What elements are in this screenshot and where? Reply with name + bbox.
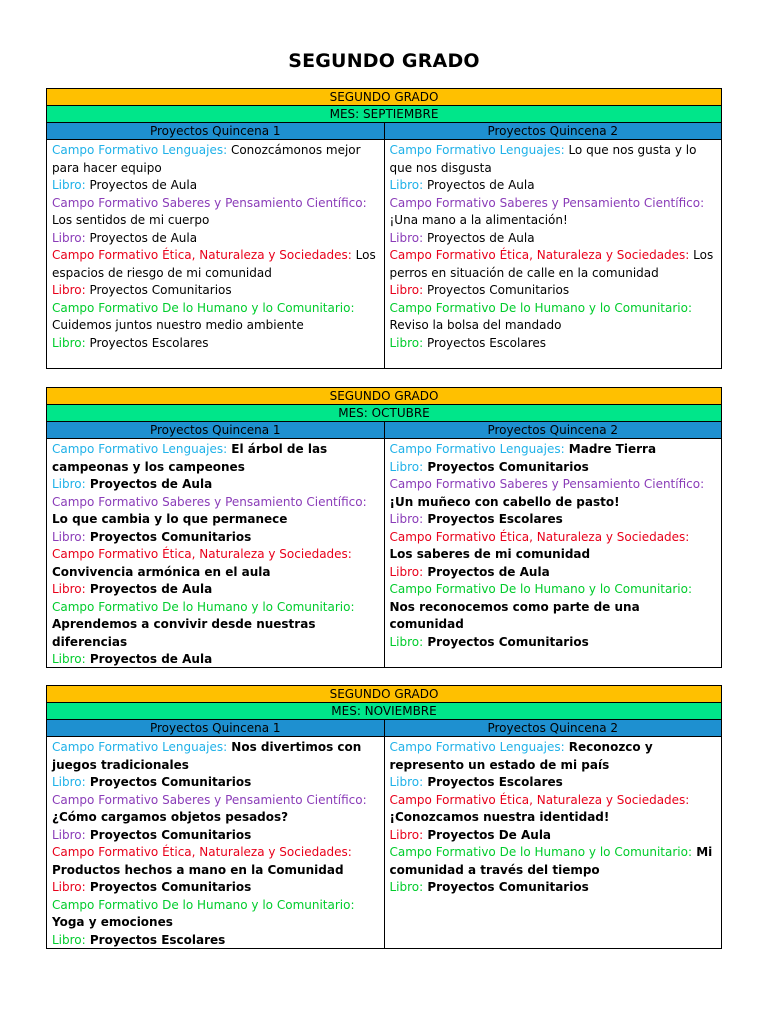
project-entry bbox=[52, 335, 379, 353]
project-entry bbox=[390, 300, 717, 335]
entry-value: Proyectos Comunitarios bbox=[423, 634, 589, 649]
entry-label: Libro: bbox=[52, 880, 86, 894]
entry-label: Libro: bbox=[389, 230, 424, 245]
entry-value: Proyectos Escolares bbox=[423, 512, 563, 526]
entry-label: Campo Formativo Ética, Naturaleza y Sociedades: bbox=[52, 248, 352, 262]
column-header: Proyectos Quincena 2 bbox=[487, 721, 619, 735]
project-entry bbox=[52, 932, 379, 950]
entry-value: Proyectos de Aula bbox=[423, 178, 535, 192]
entry-value: Convivencia armónica en el aula bbox=[52, 564, 271, 579]
entry-label: Libro: bbox=[52, 230, 86, 245]
project-entry bbox=[390, 792, 717, 827]
entry-label: Campo Formativo Ética, Naturaleza y Sociedades: bbox=[389, 792, 690, 807]
entry-label: Libro: bbox=[52, 477, 86, 491]
entry-value: Proyectos Comunitarios bbox=[423, 283, 570, 297]
entry-value: ¿Cómo cargamos objetos pesados? bbox=[52, 810, 289, 824]
project-entry bbox=[52, 529, 379, 547]
entry-label: Campo Formativo Lenguajes: bbox=[52, 143, 228, 157]
project-entry bbox=[390, 335, 717, 353]
project-entry bbox=[52, 599, 379, 652]
entry-value: Proyectos de Aula bbox=[85, 477, 213, 491]
entry-value: Proyectos de Aula bbox=[85, 652, 213, 666]
project-column bbox=[47, 737, 385, 948]
entry-label: Libro: bbox=[389, 634, 424, 649]
project-entry bbox=[52, 142, 379, 177]
table-month-header: MES: NOVIEMBRE bbox=[47, 703, 721, 720]
project-entry bbox=[390, 827, 717, 845]
project-entry bbox=[390, 879, 717, 897]
table-month-header: MES: OCTUBRE bbox=[47, 405, 721, 422]
project-entry bbox=[390, 459, 717, 477]
project-column bbox=[385, 140, 722, 368]
entry-value: Aprendemos a convivir desde nuestras diferencias bbox=[52, 617, 316, 649]
entry-value: ¡Una mano a la alimentación! bbox=[389, 213, 568, 227]
entry-label: Campo Formativo Ética, Naturaleza y Sociedades: bbox=[52, 547, 352, 561]
column-header: Proyectos Quincena 2 bbox=[487, 124, 619, 138]
entry-label: Libro: bbox=[52, 827, 86, 842]
column-header: Proyectos Quincena 2 bbox=[487, 423, 619, 437]
project-column bbox=[47, 140, 385, 368]
entry-label: Campo Formativo De lo Humano y lo Comunitario: bbox=[389, 300, 693, 315]
entry-value: Proyectos de Aula bbox=[85, 178, 198, 192]
project-entry bbox=[390, 511, 717, 529]
entry-label: Libro: bbox=[389, 564, 424, 579]
project-entry bbox=[52, 651, 379, 669]
schedule-table-october bbox=[46, 387, 722, 668]
project-entry bbox=[390, 564, 717, 582]
entry-value: Proyectos Escolares bbox=[423, 775, 563, 789]
project-entry bbox=[390, 282, 717, 300]
project-entry bbox=[390, 844, 717, 879]
entry-value: Cuidemos juntos nuestro medio ambiente bbox=[52, 318, 304, 332]
entry-label: Libro: bbox=[52, 652, 86, 666]
entry-value: Proyectos Comunitarios bbox=[85, 827, 252, 842]
entry-value: Proyectos Escolares bbox=[85, 932, 226, 947]
schedule-table-november bbox=[46, 685, 722, 949]
project-entry bbox=[390, 142, 717, 177]
table-month-header: MES: SEPTIEMBRE bbox=[47, 106, 721, 123]
project-entry bbox=[52, 282, 379, 300]
entry-value: Yoga y emociones bbox=[52, 915, 173, 929]
entry-label: Libro: bbox=[52, 335, 86, 350]
entry-value: Reconozco y represento un estado de mi país bbox=[389, 740, 653, 772]
project-entry bbox=[52, 546, 379, 581]
entry-label: Libro: bbox=[389, 827, 424, 842]
entry-value: Los espacios de riesgo de mi comunidad bbox=[52, 248, 376, 280]
entry-value: ¡Conozcamos nuestra identidad! bbox=[389, 810, 610, 824]
project-entry bbox=[390, 739, 717, 774]
entry-value: Los sentidos de mi cuerpo bbox=[52, 213, 210, 227]
entry-value: Lo que cambia y lo que permanece bbox=[52, 512, 288, 526]
entry-value: Proyectos Comunitarios bbox=[423, 880, 589, 894]
project-entry bbox=[390, 529, 717, 564]
page-title: SEGUNDO GRADO bbox=[288, 50, 480, 72]
project-entry bbox=[390, 441, 717, 459]
entry-value: Reviso la bolsa del mandado bbox=[389, 318, 562, 332]
entry-value: Proyectos de Aula bbox=[85, 582, 213, 596]
entry-label: Libro: bbox=[389, 178, 424, 192]
project-entry bbox=[52, 177, 379, 195]
entry-label: Campo Formativo Lenguajes: bbox=[52, 740, 228, 754]
entry-label: Libro: bbox=[389, 880, 424, 894]
table-body bbox=[47, 737, 721, 948]
project-entry bbox=[52, 827, 379, 845]
project-entry bbox=[52, 581, 379, 599]
entry-value: Proyectos Escolares bbox=[423, 335, 547, 350]
entry-label: Campo Formativo Lenguajes: bbox=[52, 442, 228, 456]
column-headers-row bbox=[47, 720, 721, 737]
entry-value: Proyectos de Aula bbox=[85, 230, 198, 245]
entry-value: Proyectos Comunitarios bbox=[423, 459, 589, 474]
entry-value: Proyectos Comunitarios bbox=[85, 283, 232, 297]
project-entry bbox=[52, 792, 379, 827]
project-entry bbox=[52, 441, 379, 476]
project-entry bbox=[52, 195, 379, 230]
entry-value: Proyectos De Aula bbox=[423, 827, 552, 842]
entry-label: Campo Formativo De lo Humano y lo Comunitario: bbox=[389, 845, 693, 859]
entry-label: Campo Formativo Saberes y Pensamiento Científico: bbox=[389, 477, 705, 491]
entry-label: Campo Formativo De lo Humano y lo Comunitario: bbox=[52, 599, 355, 614]
entry-value: Productos hechos a mano en la Comunidad bbox=[52, 862, 344, 877]
entry-label: Campo Formativo Ética, Naturaleza y Sociedades: bbox=[52, 845, 352, 859]
entry-value: Proyectos de Aula bbox=[423, 564, 550, 579]
entry-value: El árbol de las campeonas y los campeones bbox=[52, 442, 328, 474]
entry-label: Libro: bbox=[389, 283, 424, 297]
entry-label: Libro: bbox=[389, 335, 424, 350]
entry-label: Libro: bbox=[52, 775, 86, 789]
entry-label: Campo Formativo Saberes y Pensamiento Científico: bbox=[52, 195, 367, 210]
project-entry bbox=[390, 230, 717, 248]
project-entry bbox=[390, 247, 717, 282]
entry-label: Libro: bbox=[52, 283, 86, 297]
schedule-table-september bbox=[46, 88, 722, 369]
project-entry bbox=[390, 581, 717, 634]
column-header: Proyectos Quincena 1 bbox=[47, 720, 385, 736]
project-entry bbox=[390, 177, 717, 195]
project-column bbox=[385, 439, 722, 667]
project-column bbox=[47, 439, 385, 667]
entry-label: Campo Formativo Saberes y Pensamiento Científico: bbox=[389, 195, 705, 210]
project-entry bbox=[52, 774, 379, 792]
entry-value: Los saberes de mi comunidad bbox=[389, 547, 591, 561]
entry-label: Campo Formativo Lenguajes: bbox=[389, 143, 565, 157]
entry-label: Libro: bbox=[52, 178, 86, 192]
project-entry bbox=[52, 300, 379, 335]
entry-label: Libro: bbox=[52, 582, 86, 596]
project-entry bbox=[52, 844, 379, 879]
project-entry bbox=[390, 195, 717, 230]
table-body bbox=[47, 140, 721, 368]
entry-value: Nos reconocemos como parte de una comunidad bbox=[389, 599, 640, 631]
column-header: Proyectos Quincena 1 bbox=[47, 422, 385, 438]
table-body bbox=[47, 439, 721, 667]
column-headers-row bbox=[47, 422, 721, 439]
project-entry bbox=[52, 879, 379, 897]
entry-label: Campo Formativo Lenguajes: bbox=[389, 442, 565, 456]
entry-value: Madre Tierra bbox=[564, 442, 657, 456]
entry-label: Campo Formativo Saberes y Pensamiento Científico: bbox=[52, 792, 367, 807]
entry-label: Campo Formativo De lo Humano y lo Comunitario: bbox=[52, 897, 355, 912]
entry-value: Proyectos Comunitarios bbox=[85, 529, 252, 544]
table-grade-header: SEGUNDO GRADO bbox=[47, 686, 721, 703]
project-entry bbox=[52, 247, 379, 282]
entry-label: Campo Formativo Ética, Naturaleza y Sociedades: bbox=[389, 529, 690, 544]
project-entry bbox=[52, 476, 379, 494]
column-headers-row bbox=[47, 123, 721, 140]
project-entry bbox=[390, 476, 717, 511]
entry-value: Mi comunidad a través del tiempo bbox=[389, 845, 713, 877]
table-grade-header: SEGUNDO GRADO bbox=[47, 89, 721, 106]
column-header: Proyectos Quincena 1 bbox=[47, 123, 385, 139]
entry-value: Nos divertimos con juegos tradicionales bbox=[52, 740, 362, 772]
entry-label: Campo Formativo Saberes y Pensamiento Científico: bbox=[52, 494, 367, 509]
project-entry bbox=[52, 494, 379, 529]
entry-label: Libro: bbox=[52, 932, 86, 947]
entry-value: Los perros en situación de calle en la comunidad bbox=[389, 248, 714, 280]
project-entry bbox=[52, 739, 379, 774]
entry-value: Lo que nos gusta y lo que nos disgusta bbox=[389, 143, 697, 175]
project-entry bbox=[52, 897, 379, 932]
entry-label: Campo Formativo De lo Humano y lo Comunitario: bbox=[389, 582, 693, 596]
entry-value: ¡Un muñeco con cabello de pasto! bbox=[389, 494, 620, 509]
entry-label: Libro: bbox=[389, 775, 424, 789]
entry-value: Proyectos de Aula bbox=[423, 230, 535, 245]
table-grade-header: SEGUNDO GRADO bbox=[47, 388, 721, 405]
entry-label: Campo Formativo De lo Humano y lo Comunitario: bbox=[52, 300, 355, 315]
entry-value: Proyectos Comunitarios bbox=[85, 880, 252, 894]
entry-value: Conozcámonos mejor para hacer equipo bbox=[52, 143, 361, 175]
entry-label: Campo Formativo Ética, Naturaleza y Sociedades: bbox=[389, 248, 690, 262]
entry-label: Libro: bbox=[389, 512, 424, 526]
entry-label: Campo Formativo Lenguajes: bbox=[389, 740, 565, 754]
project-entry bbox=[390, 774, 717, 792]
entry-value: Proyectos Comunitarios bbox=[85, 775, 252, 789]
entry-value: Proyectos Escolares bbox=[85, 335, 209, 350]
project-entry bbox=[390, 634, 717, 652]
project-entry bbox=[52, 230, 379, 248]
entry-label: Libro: bbox=[389, 459, 424, 474]
entry-label: Libro: bbox=[52, 529, 86, 544]
project-column bbox=[385, 737, 722, 948]
